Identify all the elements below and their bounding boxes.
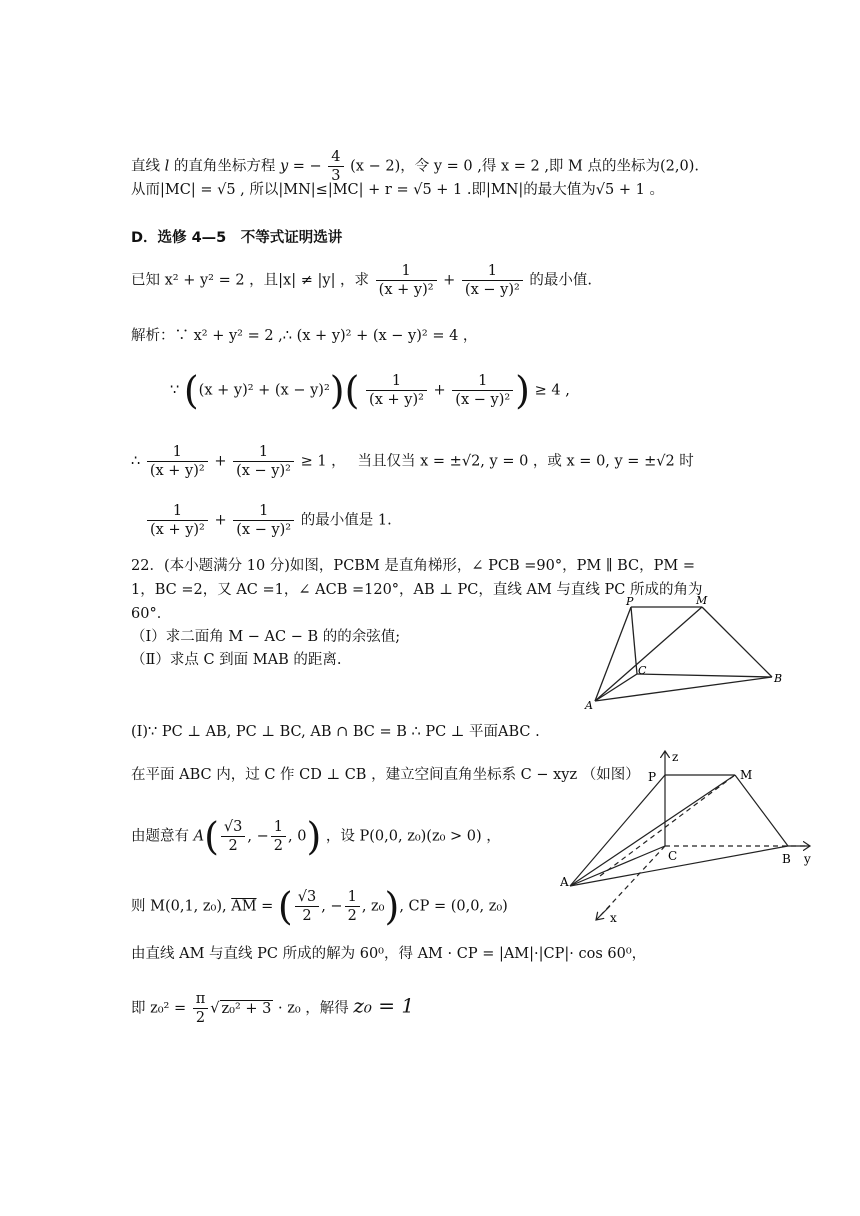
numerator: 1 xyxy=(147,443,208,462)
max-value-line: 从而|MC| = √5 , 所以|MN|≤|MC| + r = √5 + 1 .即|MN|的最大值为√5 + 1 。 xyxy=(131,182,664,198)
solution-step-6: 即 z₀² = $\frac{\pi}{2}$ √ z₀² + 3 · z₀ ，解得 z₀ = 1 xyxy=(131,991,415,1026)
solution-step-2: 在平面 ABC 内，过 C 作 CD ⊥ CB ，建立空间直角坐标系 C − xyz （如图） xyxy=(131,767,640,783)
label-y: y xyxy=(804,852,811,866)
denominator: (x + y)² xyxy=(149,463,205,479)
edge-ac xyxy=(595,674,637,701)
fraction-2 xyxy=(452,372,513,409)
numerator: 1 xyxy=(462,262,523,281)
denominator: (x − y)² xyxy=(464,282,520,298)
fraction-1 xyxy=(376,262,437,299)
edge-pc xyxy=(631,607,637,674)
equation-part: (x − 2)，令 y = 0 ,得 x = 2 ,即 M 点的坐标为(2,0). xyxy=(350,158,699,175)
fraction-2 xyxy=(233,502,294,539)
fraction-sqrt3-2 xyxy=(221,818,245,855)
label-c: C xyxy=(668,849,678,863)
text-label: · z₀ ，解得 xyxy=(273,1000,349,1017)
denominator: (x − y)² xyxy=(236,463,291,479)
denominator: 3 xyxy=(331,168,341,184)
q22-text-3: 60°． xyxy=(131,606,172,622)
label-p: P xyxy=(648,770,657,784)
label-b: B xyxy=(774,672,783,685)
paren-close: ) xyxy=(329,368,345,413)
numerator: 1 xyxy=(366,372,427,391)
numerator: 1 xyxy=(376,262,437,281)
problem-statement: 已知 x² + y² = 2 ，且|x| ≠ |y| ，求 $\frac{1}{\text{(x + y)²}}$ + $\frac{1}{\text{(x − y)²}}$ 的最小值. xyxy=(131,263,593,298)
label-a: A xyxy=(585,699,593,712)
numerator: 1 xyxy=(233,502,294,521)
edge-am xyxy=(570,775,735,886)
fraction-2 xyxy=(462,262,523,299)
separator: , − xyxy=(247,828,269,845)
denominator: (x + y)² xyxy=(150,522,205,538)
paren-open: ( xyxy=(277,884,293,929)
q22-part-1: （Ⅰ）求二面角 M − AC − B 的的余弦值; xyxy=(131,629,401,645)
numerator: 1 xyxy=(452,372,513,391)
solution-step-5: 由直线 AM 与直线 PC 所成的解为 60⁰，得 AM · CP = |AM|·|CP|· cos 60⁰， xyxy=(131,946,647,962)
vector-cp: , CP = (0,0, z₀) xyxy=(399,898,508,915)
fraction-1 xyxy=(366,372,427,409)
text-label: 的直角坐标方程 xyxy=(173,158,276,175)
text-label: 则 M(0,1, z₀), xyxy=(131,898,232,915)
solution-step-1: (Ⅰ)∵ PC ⊥ AB, PC ⊥ BC, AB ∩ BC = B ∴ PC ⊥ 平面ABC . xyxy=(131,724,540,740)
edge-ac xyxy=(570,846,665,886)
paren-close: ) xyxy=(515,368,530,413)
paren-open: ( xyxy=(183,368,199,413)
solution-line-2: ∵ ((x + y)² + (x − y)²)( $\frac{1}{\text{(x + y)²}}$ + $\frac{1}{\text{(x − y)²}}$ ) ≥ 4 , xyxy=(170,368,570,413)
vector-am: $\overline{AM}$ xyxy=(231,898,257,915)
numerator: 4 xyxy=(328,148,343,167)
result-text: 的最小值是 1. xyxy=(300,512,392,529)
text-label: 由题意有 xyxy=(131,828,189,845)
because-symbol: ∵ xyxy=(170,382,180,399)
label-m: M xyxy=(740,768,753,782)
therefore-symbol: ∴ xyxy=(131,453,141,470)
fraction-1-2 xyxy=(271,818,286,855)
separator: , z₀ xyxy=(361,898,385,915)
edge-mb xyxy=(702,607,772,677)
fraction-1 xyxy=(147,502,208,539)
denominator: (x + y)² xyxy=(369,392,424,408)
separator: , 0 xyxy=(288,828,307,845)
section-d-title: D．选修 4—5 不等式证明选讲 xyxy=(131,230,343,246)
text-label: 直线 xyxy=(131,158,160,175)
text-label: 已知 x² + y² = 2 ，且|x| ≠ |y| ，求 xyxy=(131,272,370,289)
fraction-pi-2 xyxy=(193,990,209,1027)
label-c: C xyxy=(638,664,647,677)
denominator: 2 xyxy=(228,838,238,854)
denominator: (x − y)² xyxy=(455,392,511,408)
edge-am xyxy=(595,607,702,701)
edge-ab xyxy=(570,846,788,886)
coordinate-figure xyxy=(560,746,820,926)
text-label: 即 z₀² = xyxy=(131,1000,187,1017)
paren-close: ) xyxy=(384,884,400,929)
solution-line-1: 解析：∵ x² + y² = 2 ,∴ (x + y)² + (x − y)² = 4 ， xyxy=(131,328,478,344)
fraction-1-2 xyxy=(345,888,360,925)
x-axis-dashed xyxy=(600,846,665,916)
edge-ap xyxy=(570,775,665,886)
label-m: M xyxy=(696,594,708,607)
denominator: 2 xyxy=(302,908,312,924)
result: z₀ = 1 xyxy=(353,993,415,1018)
denominator: (x − y)² xyxy=(236,522,292,538)
edge-ap xyxy=(595,607,631,701)
equals: = xyxy=(256,898,278,915)
text-label: ，设 P(0,0, z₀)(z₀ > 0) ， xyxy=(325,828,501,845)
q22-text-2: 1，BC =2，又 AC =1，∠ ACB =120°，AB ⊥ PC，直线 AM 与直线 PC 所成的角为 xyxy=(131,582,703,598)
text-label: 的最小值. xyxy=(529,272,593,289)
separator: , − xyxy=(321,898,343,915)
fraction-1 xyxy=(147,443,208,480)
var-l: l xyxy=(164,158,170,175)
paren-close: ) xyxy=(306,814,322,859)
numerator: 1 xyxy=(147,502,208,521)
trapezoid-figure xyxy=(580,594,800,714)
equation-part: y = − xyxy=(279,158,322,175)
solution-step-4 xyxy=(131,884,508,929)
edge-ab xyxy=(595,677,772,701)
fraction-2 xyxy=(233,443,294,480)
inequality: ≥ 4 , xyxy=(534,382,570,399)
denominator: 2 xyxy=(347,908,357,924)
numerator: π xyxy=(193,990,209,1009)
numerator: √3 xyxy=(295,888,319,907)
denominator: (x + y)² xyxy=(378,282,434,298)
point-a: A xyxy=(193,828,205,845)
solution-line-4: $\frac{1}{\text{(x + y)²}}$ + $\frac{1}{\text{(x − y)²}}$ 的最小值是 1. xyxy=(145,502,392,539)
denominator: 2 xyxy=(195,1010,206,1026)
label-x: x xyxy=(610,911,617,925)
numerator: 1 xyxy=(345,888,360,907)
sqrt-content: z₀² + 3 xyxy=(221,1000,272,1017)
numerator: √3 xyxy=(221,818,245,837)
label-z: z xyxy=(672,750,679,764)
paren-open: ( xyxy=(344,368,360,413)
q22-part-2: （Ⅱ）求点 C 到面 MAB 的距离. xyxy=(131,652,342,668)
inner-sum: (x + y)² + (x − y)² xyxy=(198,382,330,399)
denominator: 2 xyxy=(273,838,283,854)
fraction-sqrt3-2 xyxy=(295,888,319,925)
solution-line-3: ∴ $\frac{1}{\text{(x + y)²}}$ + $\frac{1}{\text{(x − y)²}}$ ≥ 1 ， 当且仅当 x = ±√2, y = 0 ，或 x = 0, y = ±√2 时 xyxy=(131,444,694,479)
label-a: A xyxy=(560,875,569,889)
numerator: 1 xyxy=(233,443,294,462)
x-axis-arrow xyxy=(596,906,610,920)
edge-cb xyxy=(637,674,772,677)
label-b: B xyxy=(782,852,791,866)
label-p: P xyxy=(626,595,634,608)
solution-step-3 xyxy=(131,814,501,859)
q22-text-1: 22．(本小题满分 10 分)如图，PCBM 是直角梯形，∠ PCB =90°，PM ∥ BC，PM = xyxy=(131,558,696,574)
paren-open: ( xyxy=(204,814,219,859)
condition-text: ≥ 1 ， 当且仅当 x = ±√2, y = 0 ，或 x = 0, y = ±√2 时 xyxy=(300,453,694,470)
numerator: 1 xyxy=(271,818,286,837)
edge-mb xyxy=(735,775,788,846)
